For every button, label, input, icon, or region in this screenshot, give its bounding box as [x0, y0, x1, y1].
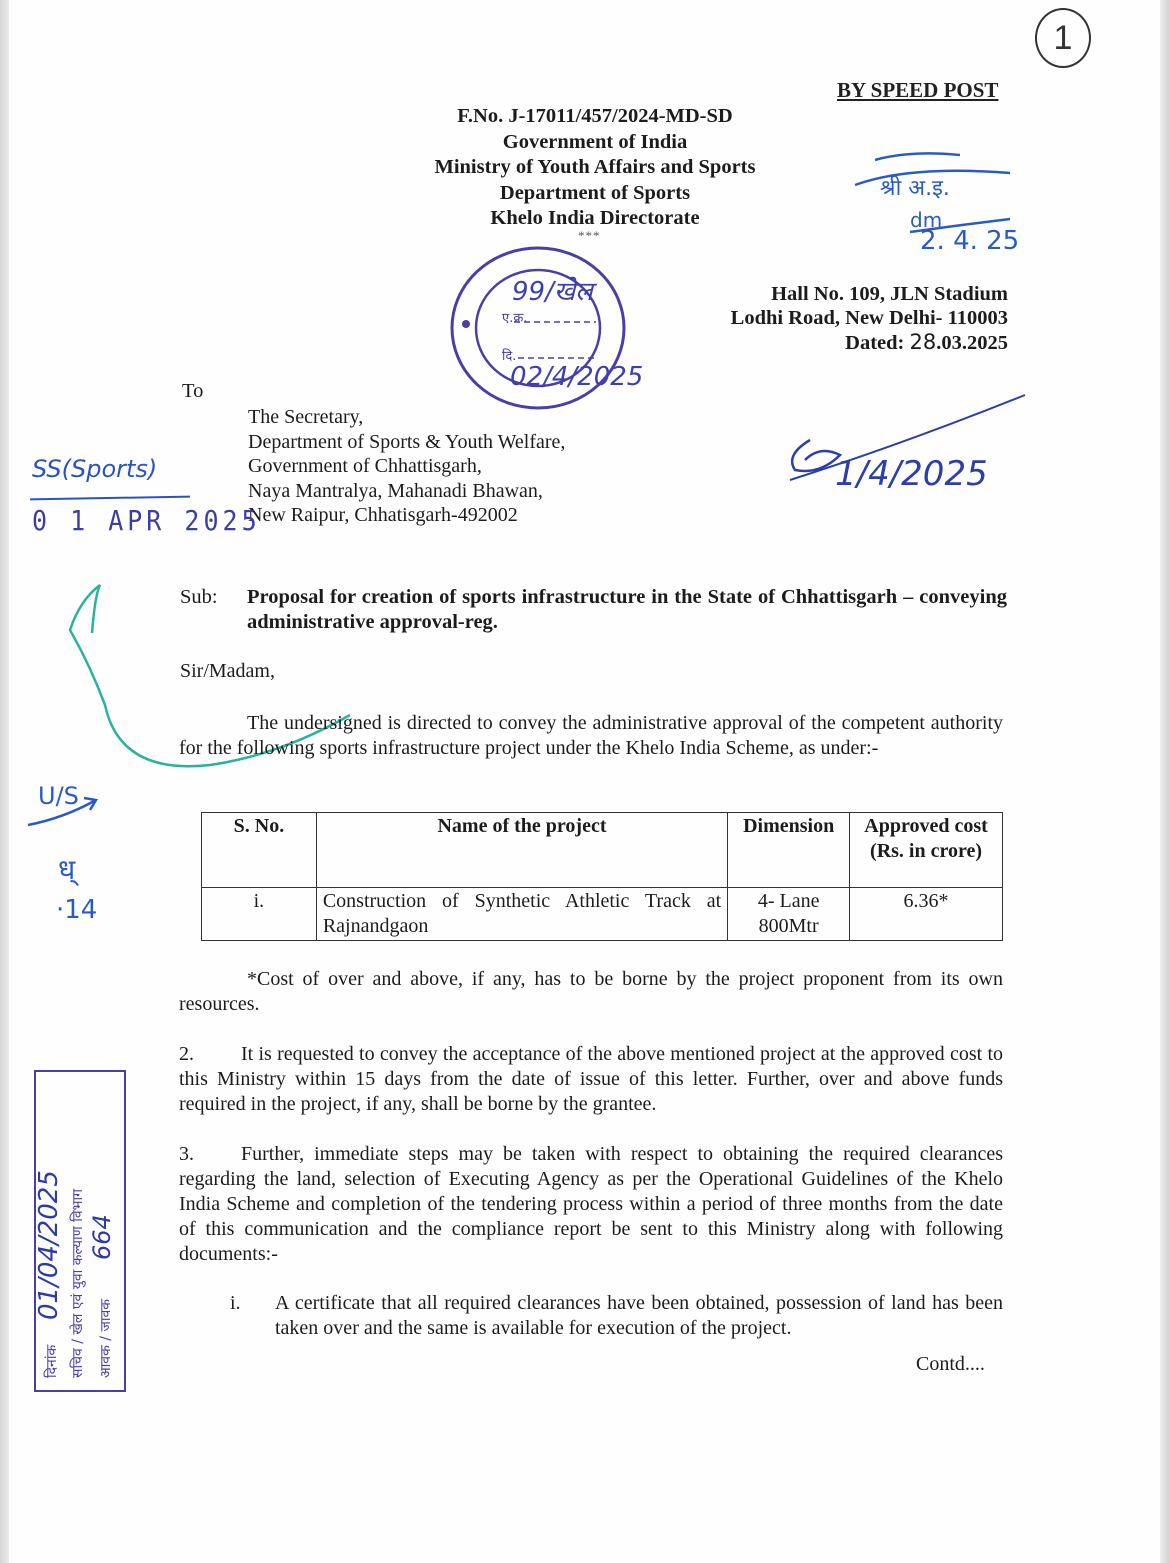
file-number: F.No. J-17011/457/2024-MD-SD: [457, 105, 733, 127]
scan-edge-right: [1160, 0, 1170, 1563]
recipient-line: Government of Chhattisgarh,: [248, 455, 482, 477]
recipient-line: Department of Sports & Youth Welfare,: [248, 430, 566, 453]
page-number-circle: [1035, 8, 1091, 68]
inward-label: आवक / जावक: [98, 1298, 114, 1378]
government-name: Government of India: [502, 130, 688, 153]
to-label: To: [182, 380, 204, 402]
inward-number: 664: [88, 1214, 116, 1260]
inward-stamp-box: [34, 1070, 126, 1392]
letterhead: [400, 104, 790, 232]
cell-approved-cost: 6.36*: [850, 888, 1003, 941]
svg-text:श्री अ.इ.: श्री अ.इ.: [880, 176, 950, 201]
svg-text:02/4/2025: 02/4/2025: [510, 362, 644, 392]
project-table: [201, 812, 1003, 941]
svg-text:दि.: दि.: [502, 349, 517, 364]
margin-note-number: ·14: [56, 895, 98, 925]
address-line-2: Lodhi Road, New Delhi- 110003: [730, 307, 1008, 329]
subject-text: Proposal for creation of sports infrastructure in the State of Chhattisgarh – conveying administrative approval-reg.: [247, 586, 1007, 633]
svg-text:2. 4. 25: 2. 4. 25: [920, 226, 1020, 250]
svg-text:ए.क्र.: ए.क्र.: [502, 311, 528, 326]
inward-date-label: दिनांक: [44, 1344, 60, 1378]
svg-text:99/खेल: 99/खेल: [512, 277, 593, 307]
receipt-stamp-round: [446, 240, 646, 420]
paragraph-number: 2.: [179, 1043, 194, 1065]
column-header-project-name: Name of the project: [316, 813, 727, 888]
svg-text:dm: dm: [910, 208, 943, 232]
svg-text:1/4/2025: 1/4/2025: [835, 454, 988, 494]
margin-note-hindi: ध्: [58, 853, 76, 886]
scan-edge-left: [0, 0, 9, 1563]
inward-date: 01/04/2025: [34, 1170, 64, 1320]
paragraph-number: 3.: [179, 1143, 194, 1165]
directorate-name: Khelo India Directorate: [490, 207, 700, 229]
column-header-sno: S. No.: [202, 813, 317, 888]
address-line-1: Hall No. 109, JLN Stadium: [771, 283, 1008, 305]
department-name: Department of Sports: [499, 181, 691, 204]
received-date-stamp: 0 1 APR 2025: [32, 504, 261, 537]
intro-paragraph: The undersigned is directed to convey the administrative approval of the competent authority for the following sports infrastructure project under the Khelo India Scheme, as under:-: [179, 712, 1003, 759]
list-item-text: A certificate that all required clearances have been obtained, possession of land has been taken over and the same is available for execution of the project.: [275, 1292, 1003, 1339]
sender-address: [640, 282, 1008, 355]
paragraph-3: [179, 1142, 1003, 1267]
cell-project-name: Construction of Synthetic Athletic Track at Rajnandgaon: [316, 888, 727, 941]
separator-stars: ***: [578, 228, 601, 243]
handwritten-ss-sports: SS(Sports): [32, 455, 158, 483]
table-row: [202, 888, 1003, 941]
salutation: Sir/Madam,: [180, 660, 275, 682]
cost-footnote: *Cost of over and above, if any, has to be borne by the project proponent from its own resources.: [179, 968, 1003, 1015]
dispatch-mode: BY SPEED POST: [837, 78, 999, 102]
signature-initials: [780, 390, 1030, 505]
column-header-dimension: Dimension: [728, 813, 850, 888]
subject-label: Sub:: [180, 586, 218, 608]
column-header-approved-cost: Approved cost (Rs. in crore): [850, 813, 1003, 888]
cell-sno: i.: [202, 888, 317, 941]
table-header-row: [202, 813, 1003, 888]
recipient-line: The Secretary,: [248, 406, 364, 428]
letter-date: Dated: 28.03.2025: [845, 330, 1008, 354]
cell-dimension: 4- Lane 800Mtr: [728, 888, 850, 941]
list-item-number: i.: [230, 1292, 241, 1314]
paragraph-text: Further, immediate steps may be taken with respect to obtaining the required clearances regarding the land, selection of Executing Agency as per the Operational Guidelines of the Khelo India Scheme and completion of the tendering process within a period of three months from the date of this communication and the compliance report be sent to this Ministry along with following documents:-: [179, 1143, 1003, 1265]
handwritten-note-top-right: [850, 135, 1070, 250]
paragraph-text: It is requested to convey the acceptance of the above mentioned project at the approved cost to this Ministry within 15 days from the date of issue of this letter. Further, over and above funds required in the project, if any, shall be borne by the grantee.: [179, 1043, 1003, 1115]
margin-note-us: U/S: [38, 782, 79, 810]
recipient-line: Naya Mantralya, Mahanadi Bhawan,: [248, 479, 543, 502]
continued-marker: Contd....: [916, 1353, 985, 1375]
recipient-address: [248, 405, 565, 528]
inward-department: सचिव / खेल एवं युवा कल्याण विभाग: [70, 1189, 86, 1378]
ministry-name: Ministry of Youth Affairs and Sports: [434, 156, 756, 178]
paragraph-2: [179, 1042, 1003, 1117]
margin-arrow-icon: [24, 790, 104, 830]
recipient-line: New Raipur, Chhatisgarh-492002: [248, 504, 518, 526]
page-number: 1: [1053, 18, 1073, 57]
